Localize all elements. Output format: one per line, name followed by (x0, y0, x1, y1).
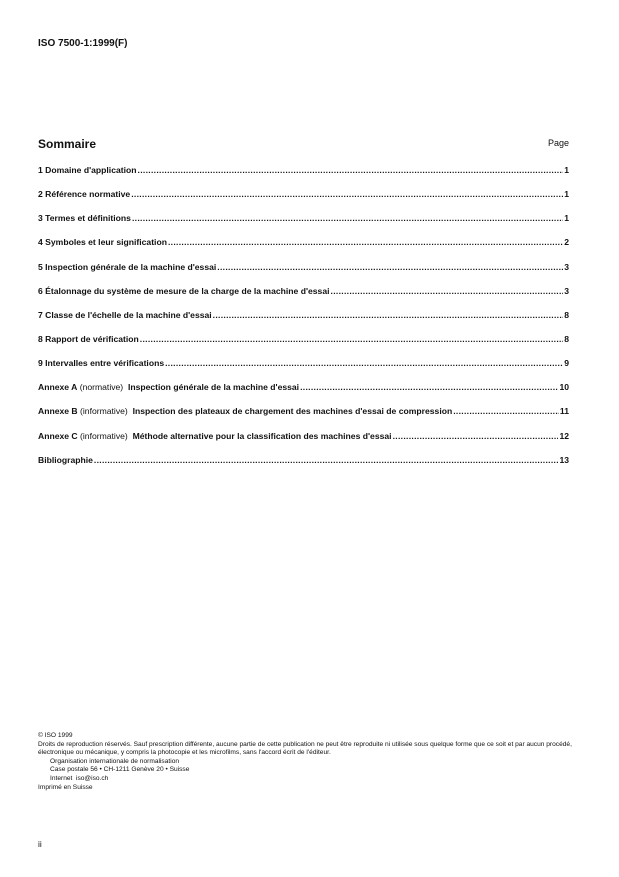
toc-entry-page: 1 (564, 189, 569, 200)
toc-entry-title-main: Annexe C (38, 430, 78, 441)
toc-entry-annex-type: (informative) (77, 430, 133, 441)
toc-entry[interactable] (38, 406, 569, 430)
toc-entry[interactable] (38, 431, 569, 455)
toc-dot-leader (140, 334, 563, 345)
toc-entry-title (38, 237, 167, 248)
toc-entry-title (38, 431, 392, 442)
toc-dot-leader (132, 213, 563, 224)
toc-entry[interactable] (38, 455, 569, 479)
toc-entry[interactable] (38, 382, 569, 406)
toc-entry-page: 1 (564, 165, 569, 175)
toc-entry-title-main: 3 Termes et définitions (38, 213, 131, 224)
toc-entry-page: 13 (559, 454, 569, 465)
toc-dot-leader (217, 262, 563, 273)
document-id: ISO 7500-1:1999(F) (38, 38, 128, 49)
toc-dot-leader (165, 358, 563, 369)
toc-entry-page: 1 (564, 213, 569, 224)
toc-entry-title-main: 7 Classe de l'échelle de la machine d'essai (38, 309, 212, 320)
toc-entry-title-main: Annexe B (38, 406, 78, 417)
toc-entry-page: 11 (559, 406, 569, 417)
toc-entry-annex-title: Inspection des plateaux de chargement des machines d'essai de compression (132, 406, 453, 417)
toc-entry-title (38, 310, 212, 321)
toc-dot-leader (131, 189, 563, 200)
toc-entry-title (38, 286, 330, 297)
toc-entry-page: 8 (564, 333, 569, 344)
rights-notice: Droits de reproduction réservés. Sauf prescription différente, aucune partie de cette publication ne peut être reproduite ni utilisée sous quelque forme que ce soit et par aucun procédé, électronique ou mécanique, y compris la photocopie et les microfilms, sans l'accord écrit de l'éditeur. (38, 740, 572, 757)
toc-entry-title-main: 1 Domaine d'application (38, 165, 137, 175)
toc-entry-title-main: 6 Étalonnage du système de mesure de la charge de la machine d'essai (38, 285, 330, 296)
toc-entry-title-main: Annexe A (38, 382, 78, 393)
toc-entry-title (38, 406, 452, 417)
toc-entry[interactable] (38, 189, 569, 213)
toc-page-label: Page (547, 138, 569, 148)
table-of-contents (38, 165, 569, 479)
internet-email[interactable]: iso@iso.ch (76, 774, 109, 782)
toc-dot-leader (453, 406, 559, 417)
toc-entry-title-main: 8 Rapport de vérification (38, 333, 139, 344)
toc-entry[interactable] (38, 237, 569, 261)
toc-entry[interactable] (38, 358, 569, 382)
toc-entry[interactable] (38, 334, 569, 358)
toc-entry-title (38, 213, 131, 224)
toc-entry-title-main: 9 Intervalles entre vérifications (38, 358, 165, 369)
toc-title: Sommaire (38, 137, 97, 151)
toc-dot-leader (168, 237, 563, 248)
toc-entry-page: 3 (564, 285, 569, 296)
toc-dot-leader (213, 310, 564, 321)
toc-entry-title-main: 5 Inspection générale de la machine d'essai (38, 261, 217, 272)
toc-entry-title (38, 382, 299, 393)
toc-entry-page: 12 (559, 430, 569, 441)
postal-address: Case postale 56 • CH-1211 Genève 20 • Suisse (50, 766, 190, 774)
toc-header (38, 137, 569, 151)
toc-entry[interactable] (38, 213, 569, 237)
toc-entry-page: 9 (564, 358, 569, 369)
toc-entry-title (38, 455, 93, 466)
toc-entry-title-main: 4 Symboles et leur signification (38, 237, 167, 248)
organization-name: Organisation internationale de normalisation (50, 757, 180, 765)
internet-line (38, 775, 578, 784)
toc-dot-leader (393, 431, 559, 442)
toc-entry[interactable] (38, 310, 569, 334)
toc-entry-annex-title: Méthode alternative pour la classification des machines d'essai (132, 430, 392, 441)
internet-label: Internet (50, 774, 73, 782)
toc-entry[interactable] (38, 286, 569, 310)
toc-entry[interactable] (38, 165, 569, 189)
toc-dot-leader (300, 382, 558, 393)
toc-entry[interactable] (38, 262, 569, 286)
toc-dot-leader (138, 165, 564, 176)
toc-entry-page: 3 (564, 261, 569, 272)
toc-dot-leader (94, 455, 559, 466)
toc-entry-page: 10 (559, 382, 569, 393)
toc-entry-page: 2 (564, 237, 569, 248)
toc-entry-annex-type: (informative) (77, 406, 133, 417)
toc-entry-annex-type: (normative) (77, 382, 128, 393)
toc-entry-title-main: Bibliographie (38, 454, 93, 465)
toc-entry-title (38, 165, 137, 176)
toc-entry-title (38, 262, 216, 273)
toc-entry-title (38, 189, 130, 200)
toc-dot-leader (331, 286, 564, 297)
page-number: ii (38, 839, 42, 849)
copyright-line: © ISO 1999 (38, 732, 73, 739)
printed-in: Imprimé en Suisse (38, 783, 93, 791)
toc-entry-title-main: 2 Référence normative (38, 189, 131, 200)
toc-entry-title (38, 358, 164, 369)
toc-entry-annex-title: Inspection générale de la machine d'essai (127, 382, 300, 393)
toc-entry-title (38, 334, 139, 345)
copyright-footer (38, 732, 578, 792)
toc-entry-page: 8 (564, 309, 569, 320)
